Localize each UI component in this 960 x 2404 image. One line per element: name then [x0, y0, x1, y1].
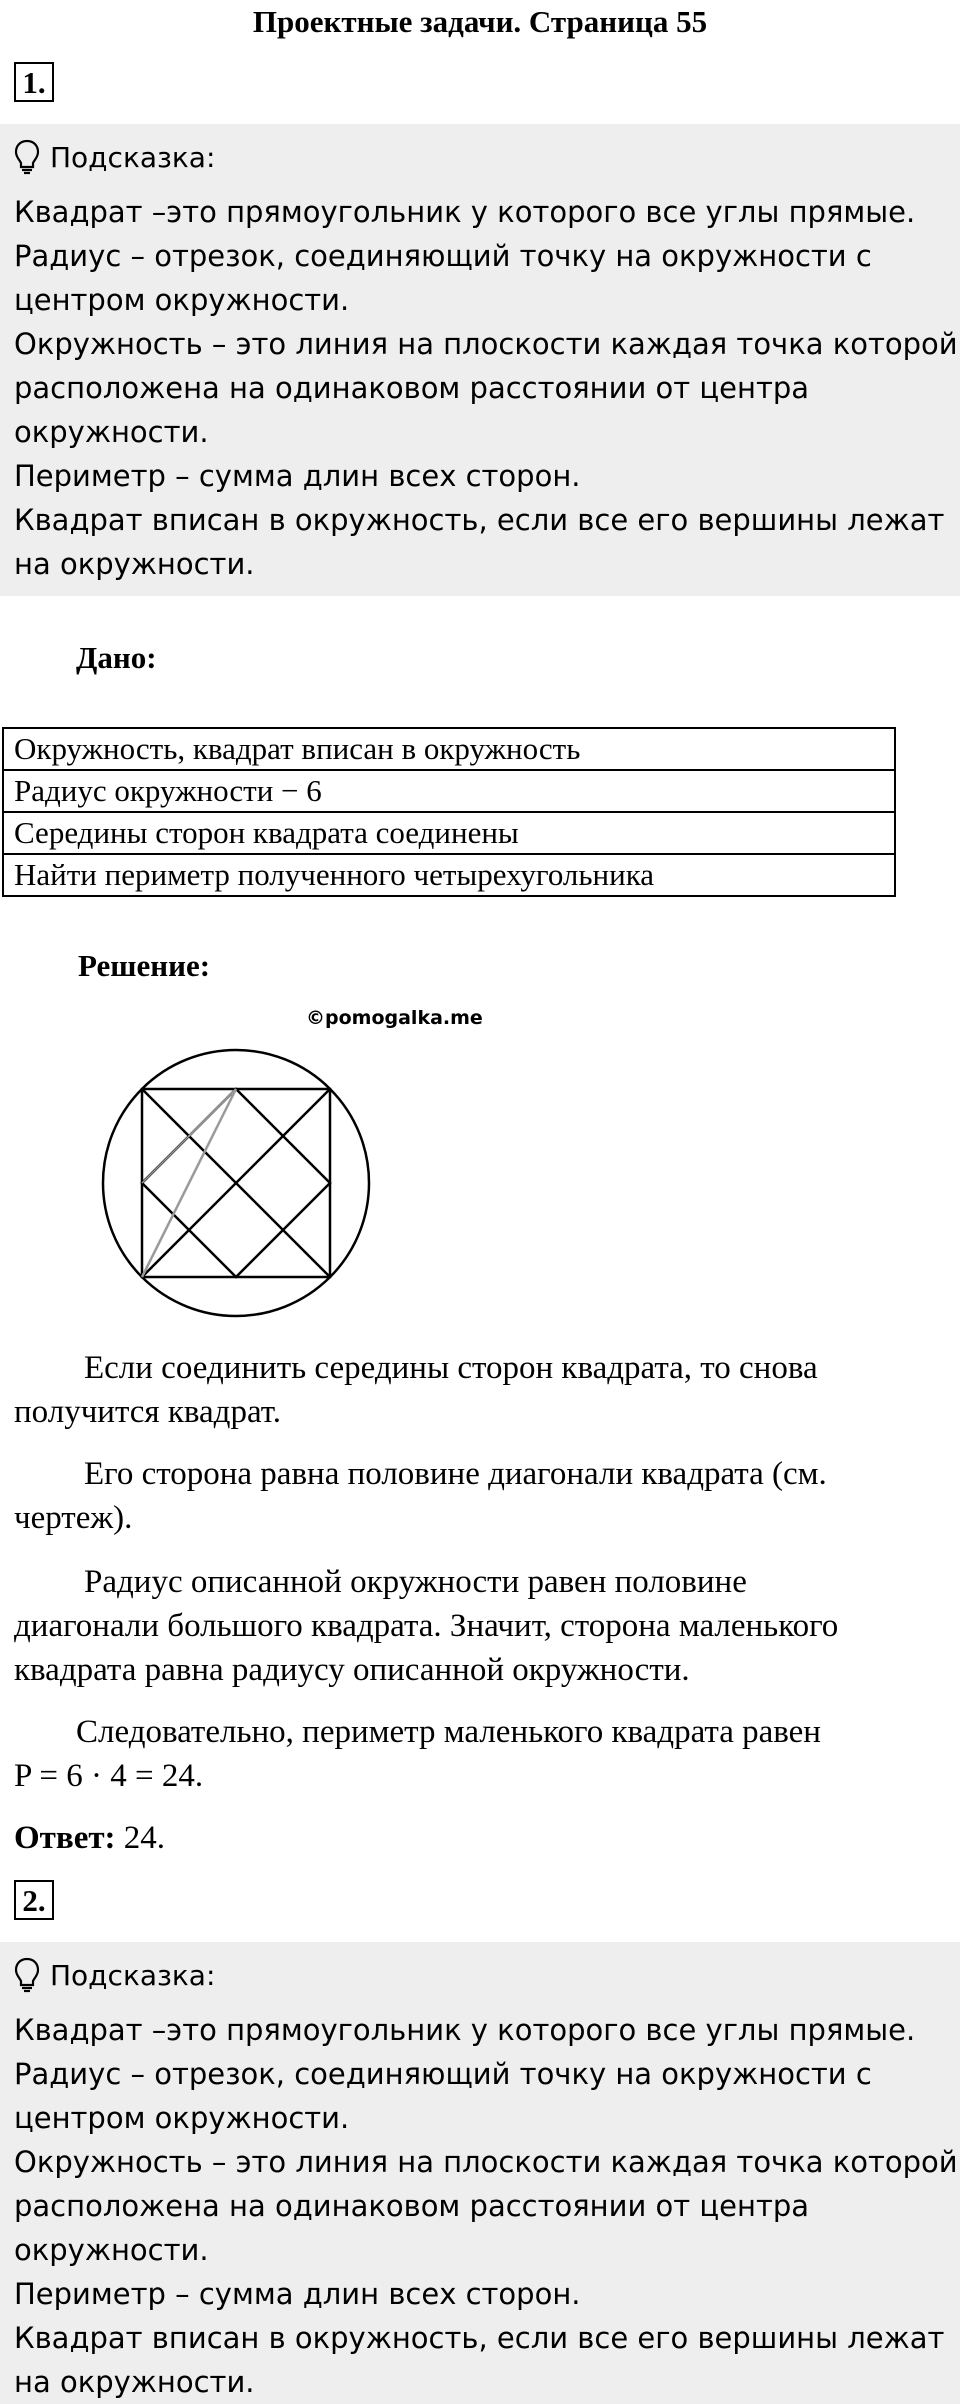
hint-line: Квадрат вписан в окружность, если все его вершины лежат — [14, 503, 945, 537]
given-table — [2, 727, 896, 897]
lightbulb-icon — [14, 139, 40, 175]
task-number-2: 2. — [14, 1880, 54, 1920]
solution-label: Решение: — [78, 948, 211, 983]
table-row — [3, 854, 895, 896]
geometry-figure — [98, 1045, 374, 1321]
table-row — [3, 770, 895, 812]
paragraph-line: Его сторона равна половине диагонали квадрата (см. — [84, 1456, 827, 1492]
hint-title: Подсказка: — [50, 140, 216, 174]
given-label: Дано: — [76, 640, 157, 675]
solution-paragraph — [14, 1346, 944, 1434]
table-cell: Найти периметр полученного четырехугольника — [3, 854, 895, 896]
hint-line: Радиус – отрезок, соединяющий точку на окружности с — [14, 2057, 872, 2091]
hint-line: на окружности. — [14, 547, 255, 581]
table-row — [3, 728, 895, 770]
hint-header — [14, 124, 946, 190]
hint-line: Периметр – сумма длин всех сторон. — [14, 2277, 581, 2311]
hint-text — [14, 2008, 958, 2404]
paragraph-line: Если соединить середины сторон квадрата, то снова — [84, 1350, 818, 1386]
hint-line: Квадрат –это прямоугольник у которого все углы прямые. — [14, 2013, 916, 2047]
task-number-1: 1. — [14, 62, 54, 102]
hint-line: Окружность – это линия на плоскости каждая точка которой — [14, 327, 958, 361]
answer-label: Ответ: — [14, 1820, 116, 1856]
table-cell: Радиус окружности − 6 — [3, 770, 895, 812]
hint-line: окружности. — [14, 415, 209, 449]
hint-box-1 — [0, 124, 960, 596]
solution-paragraph — [14, 1452, 944, 1540]
hint-line: на окружности. — [14, 2365, 255, 2399]
paragraph-line: Следовательно, периметр маленького квадрата равен — [76, 1714, 821, 1750]
table-cell: Окружность, квадрат вписан в окружность — [3, 728, 895, 770]
watermark: ©pomogalka.me — [306, 1007, 483, 1029]
hint-header — [14, 1942, 946, 2008]
auxiliary-line — [142, 1089, 236, 1277]
paragraph-line: Радиус описанной окружности равен половине — [84, 1564, 747, 1600]
paragraph-line: квадрата равна радиусу описанной окружности. — [14, 1652, 690, 1688]
hint-text — [14, 190, 958, 596]
hint-line: Квадрат –это прямоугольник у которого все углы прямые. — [14, 195, 916, 229]
hint-line: расположена на одинаковом расстоянии от центра — [14, 2189, 810, 2223]
formula: P = 6 · 4 = 24. — [14, 1758, 204, 1794]
hint-line: расположена на одинаковом расстоянии от центра — [14, 371, 810, 405]
hint-title: Подсказка: — [50, 1958, 216, 1992]
hint-line: Периметр – сумма длин всех сторон. — [14, 459, 581, 493]
answer-value: 24. — [123, 1820, 166, 1856]
paragraph-line: диагонали большого квадрата. Значит, сторона маленького — [14, 1608, 839, 1644]
paragraph-line: получится квадрат. — [14, 1394, 281, 1430]
table-row — [3, 812, 895, 854]
lightbulb-icon — [14, 1957, 40, 1993]
hint-box-2 — [0, 1942, 960, 2404]
hint-line: Квадрат вписан в окружность, если все его вершины лежат — [14, 2321, 945, 2355]
hint-line: центром окружности. — [14, 2101, 350, 2135]
answer — [14, 1816, 944, 1860]
hint-line: Радиус – отрезок, соединяющий точку на окружности с — [14, 239, 872, 273]
solution-paragraph — [14, 1710, 944, 1798]
hint-line: окружности. — [14, 2233, 209, 2267]
hint-line: центром окружности. — [14, 283, 350, 317]
table-cell: Середины сторон квадрата соединены — [3, 812, 895, 854]
solution-paragraph — [14, 1560, 944, 1692]
hint-line: Окружность – это линия на плоскости каждая точка которой — [14, 2145, 958, 2179]
paragraph-line: чертеж). — [14, 1500, 133, 1536]
page-title: Проектные задачи. Страница 55 — [252, 4, 708, 39]
